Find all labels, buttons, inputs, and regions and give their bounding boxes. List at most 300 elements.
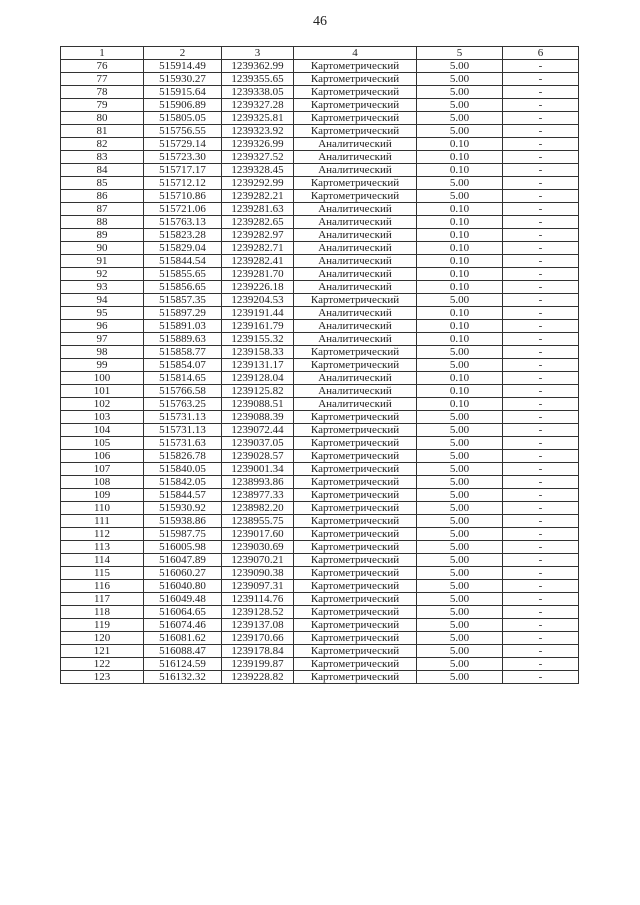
column-header-1: 1: [61, 47, 144, 60]
note-cell: -: [503, 580, 579, 593]
x-coordinate-cell: 515857.35: [144, 294, 222, 307]
point-number-cell: 115: [61, 567, 144, 580]
accuracy-cell: 5.00: [417, 294, 503, 307]
y-coordinate-cell: 1239128.52: [222, 606, 294, 619]
y-coordinate-cell: 1239325.81: [222, 112, 294, 125]
table-row: [61, 411, 579, 424]
method-cell: Аналитический: [294, 268, 417, 281]
method-cell: Аналитический: [294, 320, 417, 333]
table-row: [61, 463, 579, 476]
point-number-cell: 99: [61, 359, 144, 372]
table-row: [61, 632, 579, 645]
note-cell: -: [503, 359, 579, 372]
accuracy-cell: 5.00: [417, 437, 503, 450]
note-cell: -: [503, 528, 579, 541]
x-coordinate-cell: 515844.57: [144, 489, 222, 502]
table-row: [61, 606, 579, 619]
note-cell: -: [503, 398, 579, 411]
accuracy-cell: 5.00: [417, 450, 503, 463]
method-cell: Картометрический: [294, 450, 417, 463]
method-cell: Аналитический: [294, 242, 417, 255]
note-cell: -: [503, 177, 579, 190]
table-row: [61, 99, 579, 112]
y-coordinate-cell: 1239088.51: [222, 398, 294, 411]
accuracy-cell: 5.00: [417, 554, 503, 567]
table-row: [61, 255, 579, 268]
method-cell: Картометрический: [294, 619, 417, 632]
note-cell: -: [503, 645, 579, 658]
note-cell: -: [503, 424, 579, 437]
accuracy-cell: 5.00: [417, 502, 503, 515]
point-number-cell: 116: [61, 580, 144, 593]
note-cell: -: [503, 658, 579, 671]
point-number-cell: 83: [61, 151, 144, 164]
y-coordinate-cell: 1239158.33: [222, 346, 294, 359]
accuracy-cell: 0.10: [417, 242, 503, 255]
table-row: [61, 268, 579, 281]
method-cell: Картометрический: [294, 658, 417, 671]
y-coordinate-cell: 1238993.86: [222, 476, 294, 489]
table-row: [61, 437, 579, 450]
x-coordinate-cell: 515723.30: [144, 151, 222, 164]
x-coordinate-cell: 516049.48: [144, 593, 222, 606]
method-cell: Картометрический: [294, 489, 417, 502]
table-row: [61, 307, 579, 320]
accuracy-cell: 5.00: [417, 125, 503, 138]
accuracy-cell: 5.00: [417, 567, 503, 580]
y-coordinate-cell: 1239282.71: [222, 242, 294, 255]
method-cell: Аналитический: [294, 307, 417, 320]
point-number-cell: 112: [61, 528, 144, 541]
y-coordinate-cell: 1239327.52: [222, 151, 294, 164]
note-cell: -: [503, 554, 579, 567]
accuracy-cell: 0.10: [417, 138, 503, 151]
table-row: [61, 424, 579, 437]
method-cell: Картометрический: [294, 476, 417, 489]
x-coordinate-cell: 515826.78: [144, 450, 222, 463]
method-cell: Картометрический: [294, 359, 417, 372]
method-cell: Картометрический: [294, 73, 417, 86]
y-coordinate-cell: 1238977.33: [222, 489, 294, 502]
y-coordinate-cell: 1239326.99: [222, 138, 294, 151]
point-number-cell: 114: [61, 554, 144, 567]
table-row: [61, 203, 579, 216]
accuracy-cell: 0.10: [417, 151, 503, 164]
table-row: [61, 112, 579, 125]
x-coordinate-cell: 515717.17: [144, 164, 222, 177]
y-coordinate-cell: 1239328.45: [222, 164, 294, 177]
accuracy-cell: 5.00: [417, 463, 503, 476]
note-cell: -: [503, 671, 579, 684]
note-cell: -: [503, 138, 579, 151]
point-number-cell: 78: [61, 86, 144, 99]
accuracy-cell: 0.10: [417, 216, 503, 229]
coordinates-table: [60, 46, 579, 684]
y-coordinate-cell: 1239155.32: [222, 333, 294, 346]
x-coordinate-cell: 515915.64: [144, 86, 222, 99]
accuracy-cell: 5.00: [417, 99, 503, 112]
method-cell: Аналитический: [294, 151, 417, 164]
x-coordinate-cell: 515763.25: [144, 398, 222, 411]
x-coordinate-cell: 515729.14: [144, 138, 222, 151]
point-number-cell: 92: [61, 268, 144, 281]
table-row: [61, 450, 579, 463]
x-coordinate-cell: 515721.06: [144, 203, 222, 216]
method-cell: Картометрический: [294, 515, 417, 528]
x-coordinate-cell: 515823.28: [144, 229, 222, 242]
x-coordinate-cell: 515906.89: [144, 99, 222, 112]
note-cell: -: [503, 73, 579, 86]
method-cell: Аналитический: [294, 203, 417, 216]
method-cell: Картометрический: [294, 632, 417, 645]
accuracy-cell: 0.10: [417, 398, 503, 411]
page-number: 46: [313, 14, 327, 29]
x-coordinate-cell: 515897.29: [144, 307, 222, 320]
y-coordinate-cell: 1239281.70: [222, 268, 294, 281]
point-number-cell: 93: [61, 281, 144, 294]
point-number-cell: 104: [61, 424, 144, 437]
table-row: [61, 216, 579, 229]
point-number-cell: 97: [61, 333, 144, 346]
note-cell: -: [503, 502, 579, 515]
table-row: [61, 385, 579, 398]
accuracy-cell: 0.10: [417, 203, 503, 216]
y-coordinate-cell: 1239028.57: [222, 450, 294, 463]
note-cell: -: [503, 346, 579, 359]
point-number-cell: 123: [61, 671, 144, 684]
point-number-cell: 98: [61, 346, 144, 359]
y-coordinate-cell: 1239323.92: [222, 125, 294, 138]
accuracy-cell: 5.00: [417, 515, 503, 528]
note-cell: -: [503, 229, 579, 242]
note-cell: -: [503, 437, 579, 450]
table-row: [61, 567, 579, 580]
note-cell: -: [503, 476, 579, 489]
x-coordinate-cell: 515814.65: [144, 372, 222, 385]
table-row: [61, 190, 579, 203]
y-coordinate-cell: 1239327.28: [222, 99, 294, 112]
method-cell: Картометрический: [294, 125, 417, 138]
table-row: [61, 372, 579, 385]
x-coordinate-cell: 516074.46: [144, 619, 222, 632]
accuracy-cell: 5.00: [417, 346, 503, 359]
point-number-cell: 120: [61, 632, 144, 645]
y-coordinate-cell: 1239292.99: [222, 177, 294, 190]
column-header-4: 4: [294, 47, 417, 60]
point-number-cell: 84: [61, 164, 144, 177]
note-cell: -: [503, 164, 579, 177]
y-coordinate-cell: 1239178.84: [222, 645, 294, 658]
method-cell: Аналитический: [294, 281, 417, 294]
y-coordinate-cell: 1239282.21: [222, 190, 294, 203]
method-cell: Картометрический: [294, 541, 417, 554]
header-row: [61, 47, 579, 60]
table-row: [61, 346, 579, 359]
point-number-cell: 100: [61, 372, 144, 385]
table-row: [61, 242, 579, 255]
point-number-cell: 111: [61, 515, 144, 528]
method-cell: Аналитический: [294, 138, 417, 151]
point-number-cell: 95: [61, 307, 144, 320]
note-cell: -: [503, 385, 579, 398]
method-cell: Картометрический: [294, 645, 417, 658]
x-coordinate-cell: 516124.59: [144, 658, 222, 671]
x-coordinate-cell: 515766.58: [144, 385, 222, 398]
y-coordinate-cell: 1239030.69: [222, 541, 294, 554]
point-number-cell: 96: [61, 320, 144, 333]
table-row: [61, 619, 579, 632]
point-number-cell: 79: [61, 99, 144, 112]
y-coordinate-cell: 1239072.44: [222, 424, 294, 437]
point-number-cell: 121: [61, 645, 144, 658]
x-coordinate-cell: 515763.13: [144, 216, 222, 229]
y-coordinate-cell: 1239097.31: [222, 580, 294, 593]
table-row: [61, 60, 579, 73]
method-cell: Картометрический: [294, 99, 417, 112]
method-cell: Аналитический: [294, 229, 417, 242]
table-row: [61, 320, 579, 333]
column-header-2: 2: [144, 47, 222, 60]
accuracy-cell: 0.10: [417, 385, 503, 398]
point-number-cell: 89: [61, 229, 144, 242]
note-cell: -: [503, 411, 579, 424]
note-cell: -: [503, 593, 579, 606]
method-cell: Аналитический: [294, 333, 417, 346]
accuracy-cell: 5.00: [417, 411, 503, 424]
method-cell: Картометрический: [294, 567, 417, 580]
note-cell: -: [503, 125, 579, 138]
point-number-cell: 109: [61, 489, 144, 502]
x-coordinate-cell: 515805.05: [144, 112, 222, 125]
x-coordinate-cell: 515930.27: [144, 73, 222, 86]
x-coordinate-cell: 516132.32: [144, 671, 222, 684]
point-number-cell: 106: [61, 450, 144, 463]
y-coordinate-cell: 1239001.34: [222, 463, 294, 476]
point-number-cell: 101: [61, 385, 144, 398]
table-row: [61, 333, 579, 346]
x-coordinate-cell: 515731.13: [144, 411, 222, 424]
point-number-cell: 117: [61, 593, 144, 606]
x-coordinate-cell: 515731.13: [144, 424, 222, 437]
note-cell: -: [503, 489, 579, 502]
accuracy-cell: 5.00: [417, 73, 503, 86]
y-coordinate-cell: 1239017.60: [222, 528, 294, 541]
point-number-cell: 86: [61, 190, 144, 203]
method-cell: Картометрический: [294, 346, 417, 359]
point-number-cell: 87: [61, 203, 144, 216]
method-cell: Аналитический: [294, 164, 417, 177]
table-row: [61, 580, 579, 593]
y-coordinate-cell: 1239226.18: [222, 281, 294, 294]
y-coordinate-cell: 1239170.66: [222, 632, 294, 645]
table-row: [61, 138, 579, 151]
note-cell: -: [503, 203, 579, 216]
accuracy-cell: 5.00: [417, 190, 503, 203]
y-coordinate-cell: 1239338.05: [222, 86, 294, 99]
method-cell: Аналитический: [294, 398, 417, 411]
point-number-cell: 118: [61, 606, 144, 619]
note-cell: -: [503, 86, 579, 99]
point-number-cell: 85: [61, 177, 144, 190]
note-cell: -: [503, 112, 579, 125]
method-cell: Картометрический: [294, 112, 417, 125]
note-cell: -: [503, 268, 579, 281]
table-row: [61, 86, 579, 99]
y-coordinate-cell: 1239161.79: [222, 320, 294, 333]
x-coordinate-cell: 515858.77: [144, 346, 222, 359]
note-cell: -: [503, 606, 579, 619]
x-coordinate-cell: 515938.86: [144, 515, 222, 528]
x-coordinate-cell: 515712.12: [144, 177, 222, 190]
point-number-cell: 91: [61, 255, 144, 268]
table-row: [61, 177, 579, 190]
accuracy-cell: 5.00: [417, 489, 503, 502]
table-row: [61, 151, 579, 164]
table-row: [61, 489, 579, 502]
x-coordinate-cell: 515756.55: [144, 125, 222, 138]
point-number-cell: 110: [61, 502, 144, 515]
table-row: [61, 229, 579, 242]
method-cell: Аналитический: [294, 372, 417, 385]
x-coordinate-cell: 515930.92: [144, 502, 222, 515]
accuracy-cell: 5.00: [417, 476, 503, 489]
point-number-cell: 107: [61, 463, 144, 476]
method-cell: Картометрический: [294, 86, 417, 99]
y-coordinate-cell: 1239114.76: [222, 593, 294, 606]
x-coordinate-cell: 515914.49: [144, 60, 222, 73]
point-number-cell: 105: [61, 437, 144, 450]
method-cell: Аналитический: [294, 216, 417, 229]
y-coordinate-cell: 1239131.17: [222, 359, 294, 372]
note-cell: -: [503, 320, 579, 333]
column-header-6: 6: [503, 47, 579, 60]
x-coordinate-cell: 515840.05: [144, 463, 222, 476]
method-cell: Картометрический: [294, 60, 417, 73]
point-number-cell: 103: [61, 411, 144, 424]
x-coordinate-cell: 515842.05: [144, 476, 222, 489]
table-row: [61, 515, 579, 528]
y-coordinate-cell: 1239137.08: [222, 619, 294, 632]
accuracy-cell: 0.10: [417, 229, 503, 242]
accuracy-cell: 5.00: [417, 619, 503, 632]
accuracy-cell: 0.10: [417, 320, 503, 333]
table-row: [61, 359, 579, 372]
accuracy-cell: 5.00: [417, 606, 503, 619]
accuracy-cell: 5.00: [417, 359, 503, 372]
accuracy-cell: 5.00: [417, 645, 503, 658]
note-cell: -: [503, 567, 579, 580]
point-number-cell: 76: [61, 60, 144, 73]
method-cell: Картометрический: [294, 463, 417, 476]
accuracy-cell: 5.00: [417, 632, 503, 645]
y-coordinate-cell: 1239199.87: [222, 658, 294, 671]
point-number-cell: 77: [61, 73, 144, 86]
table-row: [61, 476, 579, 489]
method-cell: Картометрический: [294, 190, 417, 203]
x-coordinate-cell: 516064.65: [144, 606, 222, 619]
accuracy-cell: 0.10: [417, 372, 503, 385]
table-row: [61, 73, 579, 86]
method-cell: Аналитический: [294, 255, 417, 268]
y-coordinate-cell: 1239228.82: [222, 671, 294, 684]
method-cell: Аналитический: [294, 385, 417, 398]
column-header-5: 5: [417, 47, 503, 60]
y-coordinate-cell: 1239090.38: [222, 567, 294, 580]
table-row: [61, 528, 579, 541]
method-cell: Картометрический: [294, 294, 417, 307]
x-coordinate-cell: 515856.65: [144, 281, 222, 294]
table-body: [61, 60, 579, 684]
y-coordinate-cell: 1239037.05: [222, 437, 294, 450]
table-row: [61, 281, 579, 294]
method-cell: Картометрический: [294, 177, 417, 190]
y-coordinate-cell: 1238955.75: [222, 515, 294, 528]
accuracy-cell: 5.00: [417, 424, 503, 437]
table-row: [61, 645, 579, 658]
method-cell: Картометрический: [294, 502, 417, 515]
x-coordinate-cell: 515855.65: [144, 268, 222, 281]
x-coordinate-cell: 515710.86: [144, 190, 222, 203]
accuracy-cell: 5.00: [417, 177, 503, 190]
accuracy-cell: 5.00: [417, 658, 503, 671]
accuracy-cell: 0.10: [417, 281, 503, 294]
point-number-cell: 88: [61, 216, 144, 229]
y-coordinate-cell: 1239070.21: [222, 554, 294, 567]
y-coordinate-cell: 1239362.99: [222, 60, 294, 73]
point-number-cell: 81: [61, 125, 144, 138]
table-row: [61, 125, 579, 138]
note-cell: -: [503, 151, 579, 164]
note-cell: -: [503, 307, 579, 320]
note-cell: -: [503, 294, 579, 307]
note-cell: -: [503, 216, 579, 229]
x-coordinate-cell: 515731.63: [144, 437, 222, 450]
x-coordinate-cell: 516005.98: [144, 541, 222, 554]
x-coordinate-cell: 515891.03: [144, 320, 222, 333]
method-cell: Картометрический: [294, 528, 417, 541]
note-cell: -: [503, 99, 579, 112]
method-cell: Картометрический: [294, 593, 417, 606]
point-number-cell: 122: [61, 658, 144, 671]
point-number-cell: 108: [61, 476, 144, 489]
column-header-3: 3: [222, 47, 294, 60]
accuracy-cell: 5.00: [417, 86, 503, 99]
point-number-cell: 113: [61, 541, 144, 554]
accuracy-cell: 5.00: [417, 528, 503, 541]
table-row: [61, 398, 579, 411]
table-row: [61, 502, 579, 515]
note-cell: -: [503, 541, 579, 554]
table-row: [61, 658, 579, 671]
accuracy-cell: 5.00: [417, 580, 503, 593]
note-cell: -: [503, 281, 579, 294]
x-coordinate-cell: 515829.04: [144, 242, 222, 255]
accuracy-cell: 5.00: [417, 671, 503, 684]
method-cell: Картометрический: [294, 424, 417, 437]
x-coordinate-cell: 516040.80: [144, 580, 222, 593]
point-number-cell: 102: [61, 398, 144, 411]
point-number-cell: 90: [61, 242, 144, 255]
x-coordinate-cell: 516060.27: [144, 567, 222, 580]
x-coordinate-cell: 515854.07: [144, 359, 222, 372]
x-coordinate-cell: 515889.63: [144, 333, 222, 346]
note-cell: -: [503, 450, 579, 463]
table-row: [61, 554, 579, 567]
table-row: [61, 593, 579, 606]
x-coordinate-cell: 515844.54: [144, 255, 222, 268]
y-coordinate-cell: 1239088.39: [222, 411, 294, 424]
method-cell: Картометрический: [294, 411, 417, 424]
